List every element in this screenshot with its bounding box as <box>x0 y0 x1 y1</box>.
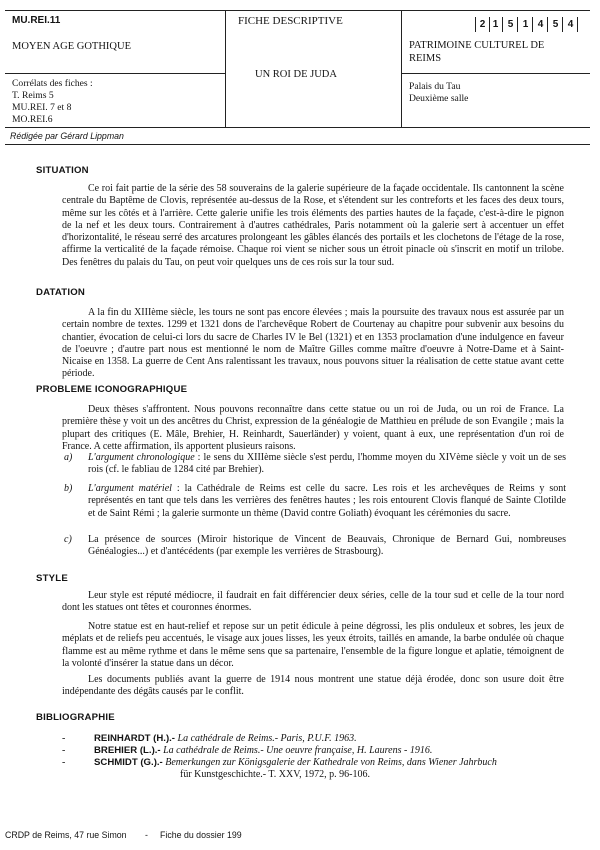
correlat-item: T. Reims 5 <box>12 90 54 101</box>
item-marker: b) <box>64 483 73 494</box>
correlats-label: Corrélats des fiches : <box>12 78 93 89</box>
argument-label: L'argument chronologique <box>88 452 195 463</box>
location-line: Deuxième salle <box>409 93 469 104</box>
argument-label: L'argument matériel <box>88 483 172 494</box>
paragraph-text: Deux thèses s'affrontent. Nous pouvons reconnaître dans cette statue ou un roi de Juda, ou un roi de France. La première thèse y voit un des ancêtres du Christ, expression de la généalogie de Matthieu en prélude de son Evangile ; mais la plupart des critiques (E. Mâle, Brehier, H. Reinhardt, Sauerländer) y voient, quant à eux, une représentation d'un roi de France. A cette affirmation, ils apportent plusieurs raisons. <box>62 404 564 452</box>
section-title-situation: SITUATION <box>36 165 89 176</box>
paragraph-text: A la fin du XIIIème siècle, les tours ne sont pas encore élevées ; mais la poursuite des travaux nous est assurée par un certain nombre de textes. 1299 et 1321 dons de l'archevêque Robert de Courtenay au chapitre pour subvenir aux besoins du chantier, évocation de celui-ci lors du sacre de Charles IV le Bel (1321) et en 1353 proclamation d'une indulgence en faveur de l'oeuvre ; d'autre part nous est mentionné le nom de Maître Gilles comme maître d'oeuvre à Notre-Dame et à Saint-Nicaise en 1358. La guerre de Cent Ans ralentissant les travaux, nous pouvons situer la réalisation de cette statue avant cette période. <box>62 307 564 380</box>
argument-item-b <box>64 483 567 520</box>
argument-text: : la Cathédrale de Reims est celle du sacre. Les rois et les archevêques de Reims y sont représentés en tant que tels dans les verrières des fenêtres hautes ; les rois entourent Clovis flanqué de Sainte Clotilde et de Saint Rémi ; la galerie surmonte un thème (David contre Goliath) évoquant les cérémonies du sacre. <box>88 483 567 519</box>
ref-digit: 5 <box>549 17 563 32</box>
section-title-bibliographie: BIBLIOGRAPHIE <box>36 712 115 723</box>
bibliography-entry: - BREHIER (L.).- La cathédrale de Reims.- Une oeuvre française, H. Laurens - 1916. <box>62 745 433 756</box>
bib-author: REINHARDT (H.).- <box>94 733 176 744</box>
location-line: Palais du Tau <box>409 81 461 92</box>
bibliography-list <box>62 733 572 781</box>
bib-text: für Kunstgeschichte.- T. XXV, 1972, p. 96-106. <box>180 769 370 780</box>
bib-text: Bemerkungen zur Königsgalerie der Kathedrale von Reims, dans Wiener Jahrbuch <box>165 757 497 768</box>
correlat-item: MO.REI.6 <box>12 114 53 125</box>
ref-digit: 1 <box>489 17 503 32</box>
footer-fiche: Fiche du dossier 199 <box>160 830 242 840</box>
header-divider <box>5 73 225 74</box>
argument-item-c <box>64 534 566 559</box>
heritage-label: PATRIMOINE CULTUREL DE REIMS <box>409 40 545 64</box>
bib-text: La cathédrale de Reims.- Une oeuvre française, H. Laurens - 1916. <box>163 745 433 756</box>
bibliography-entry: - REINHARDT (H.).- La cathédrale de Reims.- Paris, P.U.F. 1963. <box>62 733 357 744</box>
header-divider <box>401 11 402 127</box>
correlat-item: MU.REI. 7 et 8 <box>12 102 72 113</box>
doc-type: FICHE DESCRIPTIVE <box>238 15 343 27</box>
paragraph-text: Ce roi fait partie de la série des 58 souverains de la galerie supérieure de la façade occidentale. Ils cantonnent la scène centrale du Baptême de Clovis, représentée au-dessus de la Rose, et s'étendent sur les contreforts et les faces des deux tours, même sur les côtés et à l'arrière. Cette galerie unifie les trois éléments des parties hautes de la façade, c'est-à-dire le pignon de la nef et les deux tours. Contrairement à d'autres cathédrales, Paris notamment où la galerie sert à accentuer un effet d'horizontalité, le réseau serré des arcatures prolongeant les gâbles élancés des portails et les clochetons de l'étage de la rose, affirme la verticalité de la façade rémoise. Chaque roi vient se nicher sous un étroit pinacle où s'inscrit en motif un trilobe. Des fenêtres du palais du Tau, on peut voir quelques uns de ces rois sur la tour sud. <box>62 183 564 268</box>
ref-digit: 4 <box>564 17 578 32</box>
footer-address: CRDP de Reims, 47 rue Simon <box>5 830 127 840</box>
paragraph-text: Notre statue est en haut-relief et repose sur un petit édicule à peine dégrossi, les plis onduleux et sobres, les jeux de méplats et de reliefs peu accentués, le visage aux joues lisses, les yeux étroits, taillés en amande, la barbe ondulée où chaque flamme est au même rythme et dans le même sens que sa partenaire, l'ensemble de la figure longue et aplatie, témoignent de la volonté d'insérer la statue dans un décor. <box>62 621 564 669</box>
style-paragraph-3 <box>62 674 564 699</box>
datation-paragraph <box>62 307 564 381</box>
bib-author: SCHMIDT (G.).- <box>94 757 163 768</box>
style-paragraph-1 <box>62 590 564 615</box>
ref-digit: 1 <box>519 17 533 32</box>
ref-digit: 2 <box>475 17 490 32</box>
argument-text: : le sens du XIIIème siècle s'est perdu, l'homme moyen du XIVème siècle y voit un de ses rois (cf. le fabliau de 1284 cité par Brehier). <box>88 452 566 476</box>
ref-digit: 5 <box>504 17 518 32</box>
situation-paragraph <box>62 183 564 269</box>
bibliography-entry-continuation <box>62 769 572 781</box>
bib-author: BREHIER (L.).- <box>94 745 161 756</box>
probleme-paragraph <box>62 404 564 453</box>
paragraph-text: Leur style est réputé médiocre, il faudrait en fait différencier deux séries, celle de la tour sud et celle de la tour nord dont les statues ont têtes et couronnes énormes. <box>62 590 564 614</box>
section-title-style: STYLE <box>36 573 68 584</box>
author-line: Rédigée par Gérard Lippman <box>10 131 124 141</box>
fiche-code: MU.REI.11 <box>12 15 61 26</box>
argument-text: La présence de sources (Miroir historique de Vincent de Beauvais, Chronique de Bernard Gui, nombreuses Généalogies...) et d'antécédents (par exemple les verrières de Strasbourg). <box>88 534 566 558</box>
reference-number <box>475 17 585 32</box>
period-label: MOYEN AGE GOTHIQUE <box>12 41 131 52</box>
bibliography-entry: - SCHMIDT (G.).- Bemerkungen zur Königsgalerie der Kathedrale von Reims, dans Wiener Jahrbuch <box>62 757 497 768</box>
header-divider <box>225 11 226 127</box>
footer-separator: - <box>145 830 148 840</box>
bib-text: La cathédrale de Reims.- Paris, P.U.F. 1963. <box>177 733 357 744</box>
argument-item-a <box>64 452 566 477</box>
item-marker: c) <box>64 534 72 545</box>
section-title-datation: DATATION <box>36 287 86 298</box>
ref-digit: 4 <box>534 17 548 32</box>
doc-title: UN ROI DE JUDA <box>255 69 337 80</box>
header-divider <box>401 73 590 74</box>
item-marker: a) <box>64 452 73 463</box>
section-title-probleme: PROBLEME ICONOGRAPHIQUE <box>36 384 188 395</box>
style-paragraph-2 <box>62 621 564 670</box>
author-divider <box>5 144 590 145</box>
paragraph-text: Les documents publiés avant la guerre de 1914 nous montrent une statue déjà érodée, donc son usure doit être indépendante des dégâts causés par le conflit. <box>62 674 564 698</box>
